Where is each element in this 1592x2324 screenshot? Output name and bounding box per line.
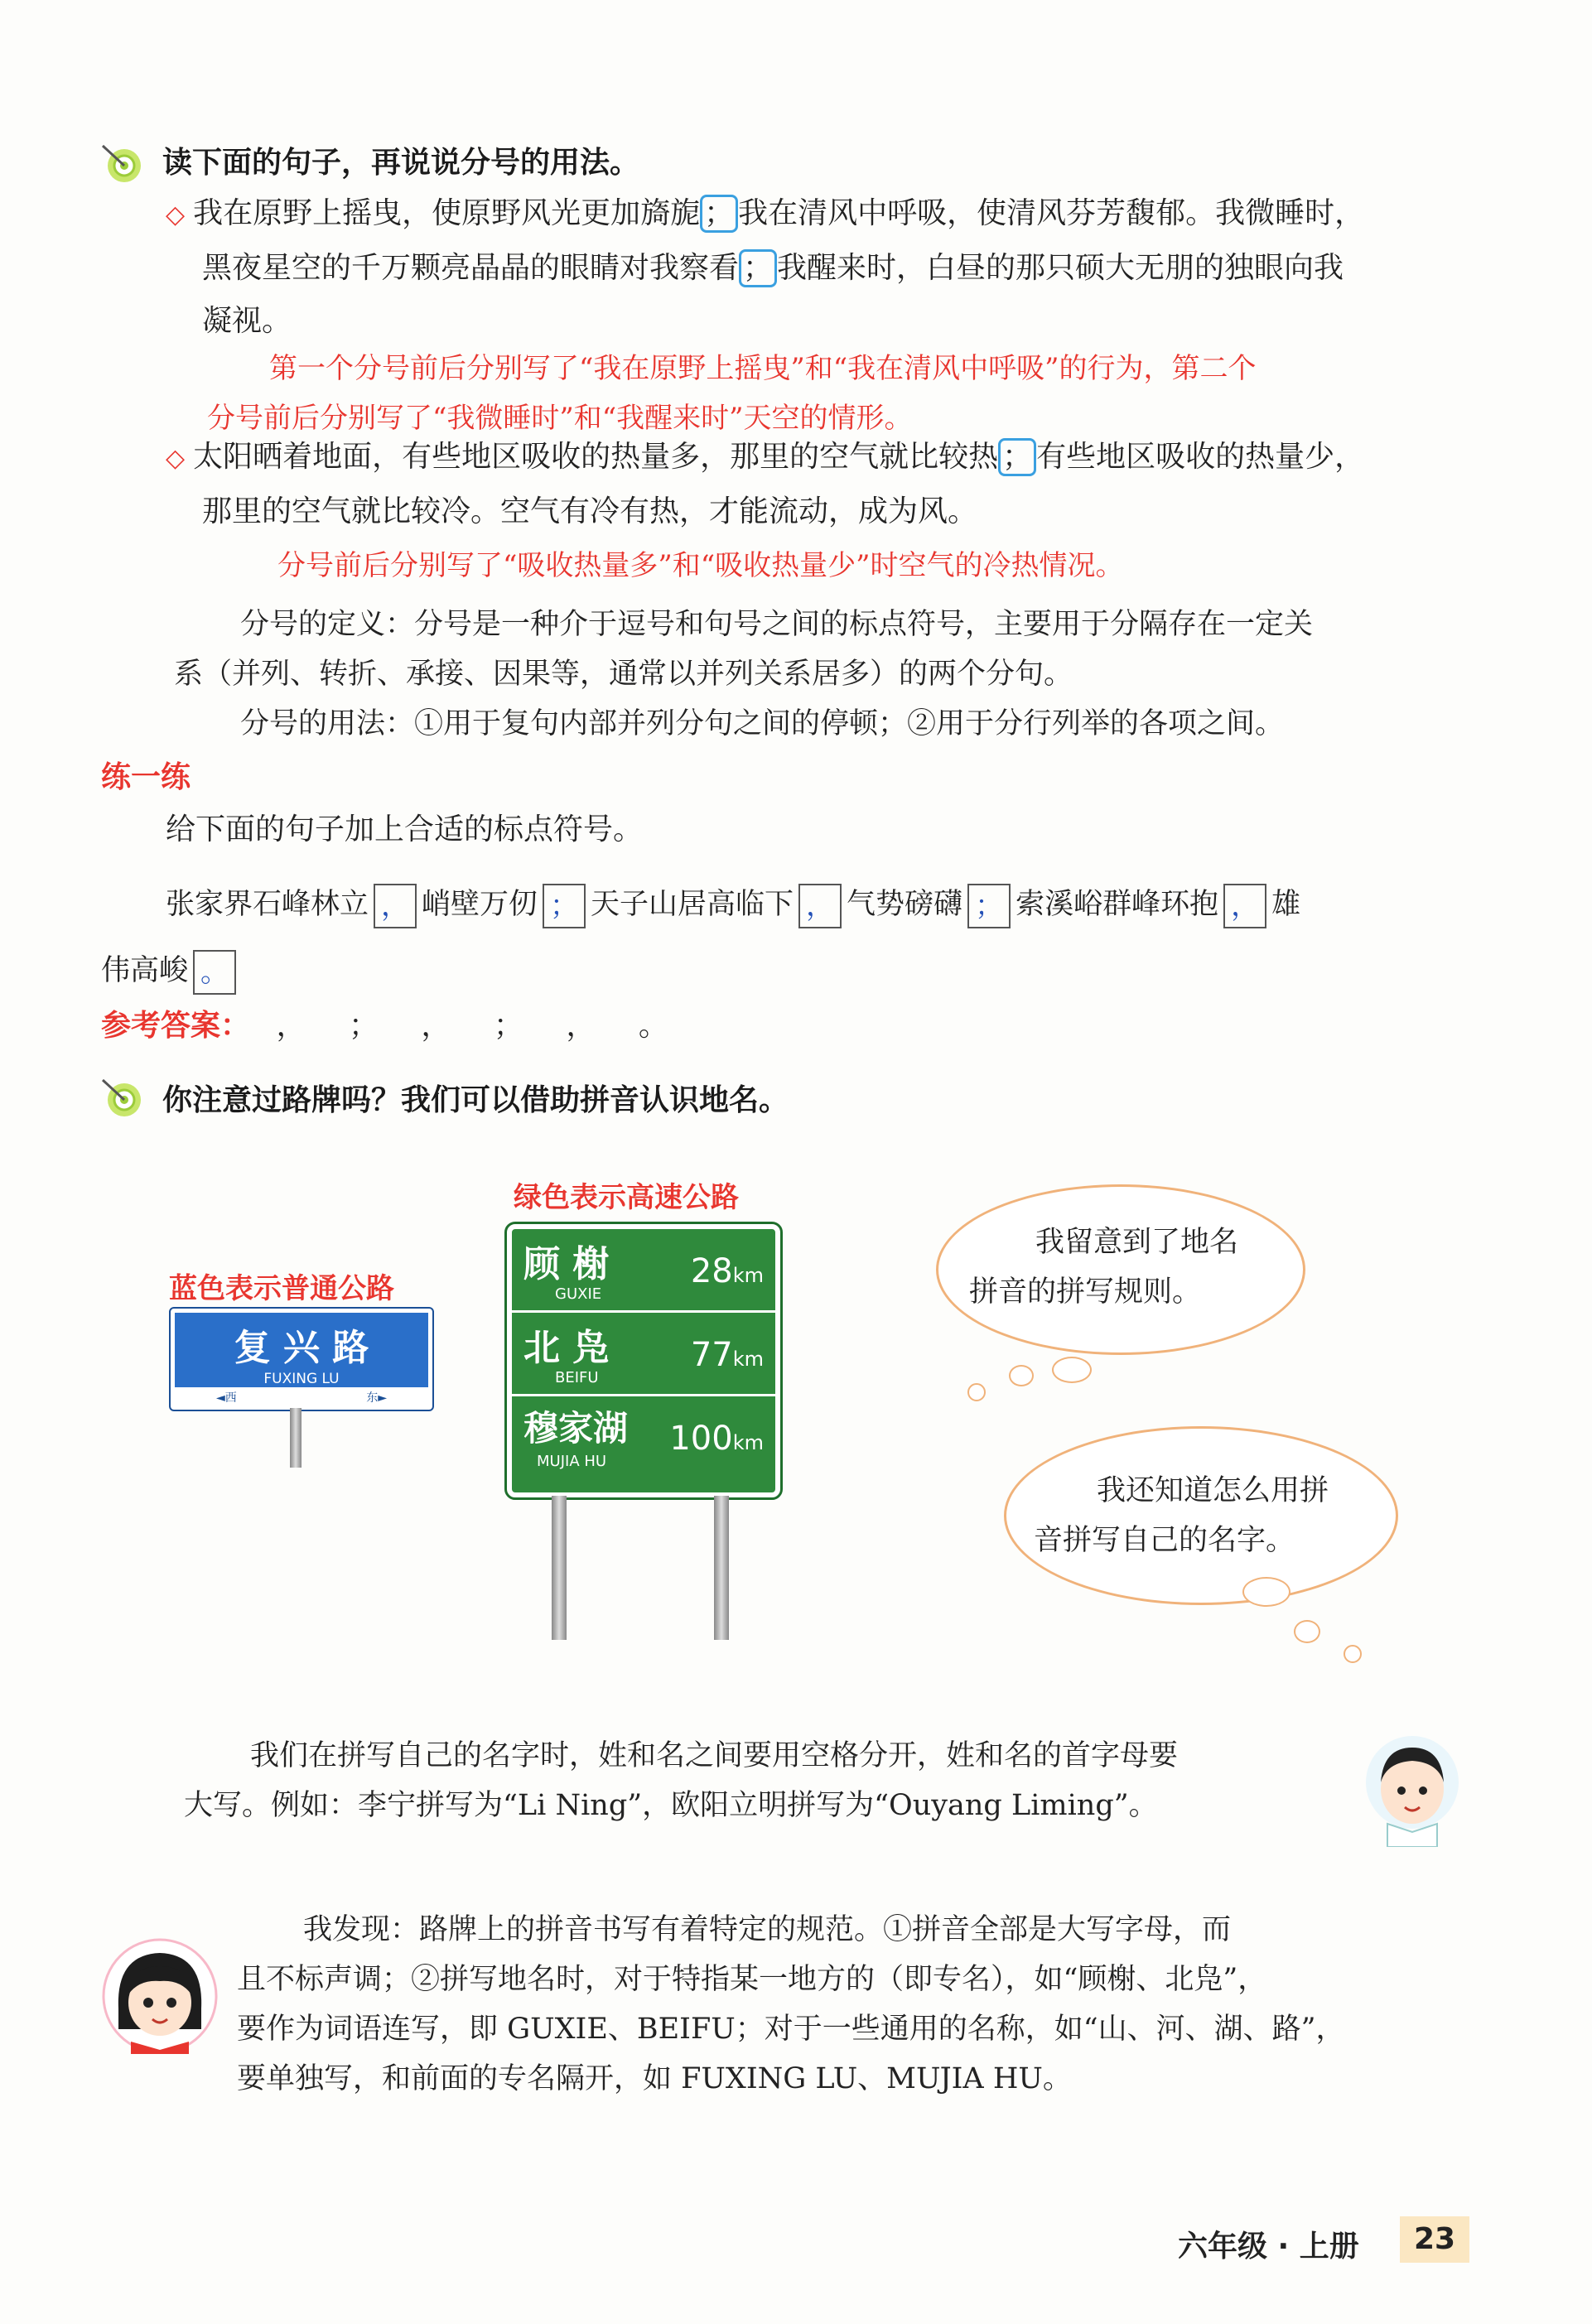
- bubble-line: 我留意到了地名: [1035, 1226, 1239, 1259]
- example1: [166, 187, 1491, 348]
- punctuation-blank[interactable]: ；: [967, 884, 1011, 928]
- ex1-text: 凝视。: [202, 304, 292, 338]
- distance-value: 77: [690, 1336, 733, 1374]
- punctuation-blank[interactable]: ，: [374, 884, 417, 928]
- sentence-part: 张家界石峰林立: [166, 888, 369, 921]
- ex2-text: 那里的空气就比较冷。空气有冷有热，才能流动，成为风。: [202, 494, 978, 528]
- bubble-line: 拼音的拼写规则。: [969, 1275, 1202, 1309]
- bubble-line: 音拼写自己的名字。: [1034, 1524, 1295, 1557]
- diamond-icon: ◇: [166, 200, 186, 229]
- green-sign-row: [512, 1313, 775, 1396]
- ex1-note: [269, 343, 1257, 394]
- note-line: 第一个分号前后分别写了“我在原野上摇曳”和“我在清风中呼吸”的行为，第二个: [269, 352, 1257, 385]
- paragraph-line: 我们在拼写自己的名字时，姓和名之间要用空格分开，姓和名的首字母要: [250, 1739, 1179, 1772]
- sentence-part: 峭壁万仞: [422, 888, 538, 921]
- semicolon-highlight: ；: [739, 249, 777, 287]
- bubble1-text: [969, 1217, 1238, 1317]
- answer-mark: ；: [493, 1009, 523, 1043]
- blue-sign-pole: [290, 1408, 302, 1468]
- paragraph-line: 我发现：路牌上的拼音书写有着特定的规范。①拼音全部是大写字母，而: [303, 1913, 1232, 1946]
- ex2-text: 有些地区吸收的热量少，: [1036, 440, 1365, 474]
- destination-name: 穆家湖: [523, 1408, 629, 1449]
- section1-title: 读下面的句子，再说说分号的用法。: [162, 146, 640, 180]
- blue-sign-caption: 蓝色表示普通公路: [169, 1272, 394, 1305]
- green-sign-row: [512, 1229, 775, 1313]
- ex2-text: 太阳晒着地面，有些地区吸收的热量多，那里的空气就比较热: [193, 440, 999, 474]
- bubble2-text: [1034, 1466, 1329, 1565]
- blue-sign-west: ◄西: [216, 1391, 237, 1405]
- green-sign-pole: [552, 1496, 567, 1640]
- usage-line: 分号的用法：①用于复句内部并列分句之间的停顿；②用于分行列举的各项之间。: [240, 707, 1285, 740]
- example2: [166, 431, 1491, 538]
- boy-avatar: [1358, 1723, 1466, 1847]
- practice-instruction: 给下面的句子加上合适的标点符号。: [166, 812, 644, 846]
- answer-label: 参考答案：: [101, 1009, 251, 1043]
- bubble-dot: [967, 1383, 986, 1401]
- blue-road-sign: [171, 1309, 432, 1410]
- punctuation-blank[interactable]: ，: [1223, 884, 1266, 928]
- green-sign-pole: [714, 1496, 729, 1640]
- practice-sentence-2: [101, 944, 241, 997]
- blue-sign-name: 复 兴 路: [234, 1327, 369, 1369]
- ex1-text: 黑夜星空的千万颗亮晶晶的眼睛对我察看: [202, 251, 740, 285]
- green-sign-row: [512, 1396, 775, 1478]
- punctuation-blank[interactable]: 。: [193, 950, 236, 995]
- sentence-part: 伟高峻: [101, 954, 189, 987]
- ex2-note: 分号前后分别写了“吸收热量多”和“吸收热量少”时空气的冷热情况。: [277, 549, 1124, 582]
- sentence-part: 索溪峪群峰环抱: [1016, 888, 1219, 921]
- punctuation-blank[interactable]: ；: [543, 884, 586, 928]
- distance-value: 28: [690, 1252, 733, 1290]
- green-road-sign: [507, 1224, 780, 1497]
- destination-pinyin: MUJIA HU: [537, 1453, 607, 1470]
- note-line: 分号前后分别写了“我微睡时”和“我醒来时”天空的情形。: [207, 402, 913, 435]
- answer-row: [101, 1002, 668, 1044]
- section-icon: [99, 142, 142, 186]
- destination-name: 北 凫: [523, 1327, 610, 1369]
- blue-sign-pinyin: FUXING LU: [263, 1371, 340, 1387]
- punctuation-blank[interactable]: ，: [798, 884, 842, 928]
- section-icon: [99, 1077, 142, 1120]
- distance-unit: km: [732, 1348, 764, 1371]
- bubble-line: 我还知道怎么用拼: [1097, 1474, 1329, 1507]
- paragraph-line: 大写。例如：李宁拼写为“Li Ning”，欧阳立明拼写为“Ouyang Liming”。: [184, 1789, 1158, 1822]
- page-number: 23: [1400, 2216, 1469, 2263]
- bubble-dot: [1009, 1365, 1034, 1386]
- bubble-dot: [1344, 1645, 1362, 1663]
- ex1-text: 我醒来时，白昼的那只硕大无朋的独眼向我: [777, 251, 1344, 285]
- practice-title: 练一练: [101, 760, 191, 794]
- sentence-part: 雄: [1271, 888, 1301, 921]
- destination-name: 顾 榭: [523, 1243, 610, 1285]
- road-sign-rule-paragraph: [237, 1905, 1345, 2104]
- blue-sign-east: 东►: [366, 1391, 387, 1405]
- girl-avatar: [98, 1930, 222, 2062]
- paragraph-line: 要单独写，和前面的专名隔开，如 FUXING LU、MUJIA HU。: [237, 2062, 1072, 2095]
- section2-title: 你注意过路牌吗？我们可以借助拼音认识地名。: [162, 1083, 789, 1117]
- footer-grade: 六年级 · 上册: [1178, 2230, 1359, 2264]
- answer-mark: ，: [421, 1009, 451, 1043]
- destination-pinyin: GUXIE: [555, 1285, 602, 1303]
- ex1-text: 我在原野上摇曳，使原野风光更加旖旎: [193, 196, 701, 230]
- practice-sentence: [166, 878, 1491, 931]
- name-rule-paragraph: [184, 1731, 1178, 1830]
- definition: [174, 600, 1499, 749]
- sentence-part: 气势磅礴: [847, 888, 963, 921]
- paragraph-line: 且不标声调；②拼写地名时，对于特指某一地方的（即专名），如“顾榭、北凫”，: [237, 1963, 1267, 1996]
- answer-mark: ；: [348, 1009, 379, 1043]
- green-sign-caption: 绿色表示高速公路: [514, 1181, 739, 1214]
- semicolon-highlight: ；: [998, 438, 1036, 476]
- sentence-part: 天子山居高临下: [591, 888, 794, 921]
- distance-unit: km: [732, 1431, 764, 1454]
- distance-unit: km: [732, 1264, 764, 1287]
- answer-mark: 。: [638, 1009, 668, 1043]
- destination-pinyin: BEIFU: [555, 1369, 599, 1386]
- paragraph-line: 要作为词语连写，即 GUXIE、BEIFU；对于一些通用的名称，如“山、河、湖、路”，: [237, 2013, 1345, 2046]
- ex1-text: 我在清风中呼吸，使清风芬芳馥郁。我微睡时，: [738, 196, 1365, 230]
- bubble-dot: [1052, 1357, 1092, 1383]
- distance-value: 100: [669, 1420, 733, 1458]
- diamond-icon: ◇: [166, 444, 186, 473]
- bubble-dot: [1294, 1620, 1320, 1643]
- answer-mark: ，: [276, 1009, 306, 1043]
- bubble-dot: [1242, 1577, 1290, 1607]
- definition-line: 系（并列、转折、承接、因果等，通常以并列关系居多）的两个分句。: [174, 658, 1073, 691]
- semicolon-highlight: ；: [700, 195, 738, 233]
- answer-mark: ，: [566, 1009, 596, 1043]
- definition-line: 分号的定义：分号是一种介于逗号和句号之间的标点符号，主要用于分隔存在一定关: [240, 608, 1314, 641]
